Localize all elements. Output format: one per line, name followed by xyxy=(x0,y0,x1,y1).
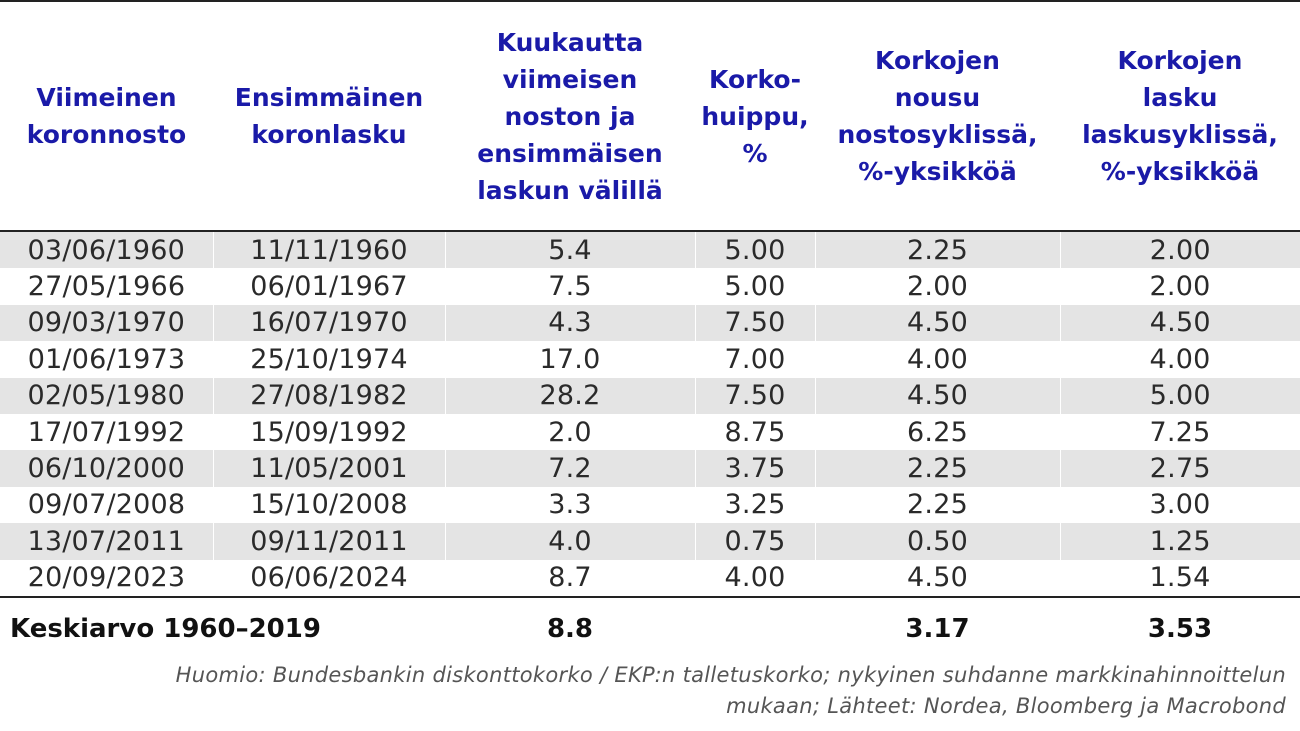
cell-last-hike: 20/09/2023 xyxy=(0,560,213,597)
table-row xyxy=(0,487,1300,523)
cell-months: 3.3 xyxy=(548,489,592,521)
header-rate-cut: Korkojen lasku laskusyklissä, %-yksikköä xyxy=(1060,2,1300,231)
cell-rise: 2.00 xyxy=(907,271,968,303)
cell-cut: 3.00 xyxy=(1149,489,1211,521)
table-row xyxy=(0,231,1300,268)
cell-peak: 3.75 xyxy=(695,450,815,486)
cell-peak: 4.00 xyxy=(695,560,815,597)
table-row xyxy=(0,523,1300,559)
cell-cut: 7.25 xyxy=(1149,416,1211,448)
average-cut: 3.53 xyxy=(1147,613,1213,644)
cell-rise: 2.25 xyxy=(815,231,1060,268)
cell-first-cut: 25/10/1974 xyxy=(250,343,408,375)
cell-first-cut: 11/11/1960 xyxy=(213,231,445,268)
average-row xyxy=(0,597,1300,660)
cell-cut: 2.00 xyxy=(1060,231,1300,268)
cell-rise: 6.25 xyxy=(907,416,968,448)
cell-months: 4.0 xyxy=(445,523,695,559)
header-last-hike: Viimeinen koronnosto xyxy=(0,2,213,231)
header-peak-rate: Korko- huippu, % xyxy=(695,2,815,231)
table-row xyxy=(0,268,1300,304)
table-row xyxy=(0,305,1300,341)
cell-rise: 4.50 xyxy=(815,560,1060,597)
header-rate-rise: Korkojen nousu nostosyklissä, %-yksikköä xyxy=(815,2,1060,231)
cell-rise: 2.25 xyxy=(815,450,1060,486)
cell-months: 7.5 xyxy=(548,271,592,303)
average-label: Keskiarvo 1960–2019 xyxy=(10,613,321,644)
header-months-between: Kuukautta viimeisen noston ja ensimmäisen laskun välillä xyxy=(445,2,695,231)
cell-cut: 5.00 xyxy=(1060,378,1300,414)
table-row xyxy=(0,414,1300,450)
cell-peak: 5.00 xyxy=(724,271,786,303)
table-row xyxy=(0,450,1300,486)
cell-peak: 5.00 xyxy=(695,231,815,268)
cell-last-hike: 02/05/1980 xyxy=(0,378,213,414)
table-row xyxy=(0,378,1300,414)
average-peak-empty xyxy=(695,597,815,660)
cell-months: 28.2 xyxy=(445,378,695,414)
cell-first-cut: 16/07/1970 xyxy=(213,305,445,341)
cell-months: 17.0 xyxy=(539,343,601,375)
cell-rise: 4.50 xyxy=(815,378,1060,414)
cell-last-hike: 13/07/2011 xyxy=(0,523,213,559)
table-row xyxy=(0,341,1300,377)
cell-peak: 7.50 xyxy=(695,305,815,341)
cell-cut: 1.54 xyxy=(1060,560,1300,597)
cell-peak: 0.75 xyxy=(695,523,815,559)
footnote-line-2: mukaan; Lähteet: Nordea, Bloomberg ja Macrobond xyxy=(726,694,1286,718)
cell-rise: 4.50 xyxy=(815,305,1060,341)
cell-last-hike: 09/07/2008 xyxy=(27,489,186,521)
table-row xyxy=(0,560,1300,597)
cell-cut: 1.25 xyxy=(1060,523,1300,559)
cell-months: 7.2 xyxy=(445,450,695,486)
cell-last-hike: 01/06/1973 xyxy=(27,343,186,375)
average-rise: 3.17 xyxy=(905,613,970,644)
cell-rise: 2.25 xyxy=(907,489,968,521)
cell-months: 8.7 xyxy=(445,560,695,597)
cell-cut: 4.50 xyxy=(1060,305,1300,341)
cell-cut: 4.00 xyxy=(1149,343,1211,375)
cell-first-cut: 09/11/2011 xyxy=(213,523,445,559)
cell-peak: 7.50 xyxy=(695,378,815,414)
cell-rise: 4.00 xyxy=(907,343,968,375)
cell-first-cut: 15/09/1992 xyxy=(250,416,408,448)
cell-last-hike: 03/06/1960 xyxy=(0,231,213,268)
cell-last-hike: 17/07/1992 xyxy=(27,416,186,448)
cell-last-hike: 06/10/2000 xyxy=(0,450,213,486)
rate-cycle-table xyxy=(0,2,1300,660)
cell-last-hike: 09/03/1970 xyxy=(0,305,213,341)
cell-peak: 8.75 xyxy=(724,416,786,448)
header-row xyxy=(0,2,1300,231)
cell-last-hike: 27/05/1966 xyxy=(27,271,186,303)
cell-months: 4.3 xyxy=(445,305,695,341)
average-months: 8.8 xyxy=(546,613,594,644)
source-footnote xyxy=(16,660,1286,722)
header-first-cut: Ensimmäinen koronlasku xyxy=(213,2,445,231)
cell-rise: 0.50 xyxy=(815,523,1060,559)
footnote-line-1: Huomio: Bundesbankin diskonttokorko / EKP:n talletuskorko; nykyinen suhdanne markkinahinnoittelun xyxy=(175,663,1286,687)
cell-first-cut: 27/08/1982 xyxy=(213,378,445,414)
cell-months: 2.0 xyxy=(548,416,592,448)
cell-peak: 3.25 xyxy=(724,489,786,521)
cell-first-cut: 06/01/1967 xyxy=(250,271,408,303)
cell-months: 5.4 xyxy=(445,231,695,268)
cell-peak: 7.00 xyxy=(724,343,786,375)
cell-first-cut: 11/05/2001 xyxy=(213,450,445,486)
cell-first-cut: 15/10/2008 xyxy=(250,489,408,521)
cell-first-cut: 06/06/2024 xyxy=(213,560,445,597)
cell-cut: 2.75 xyxy=(1060,450,1300,486)
cell-cut: 2.00 xyxy=(1149,271,1211,303)
